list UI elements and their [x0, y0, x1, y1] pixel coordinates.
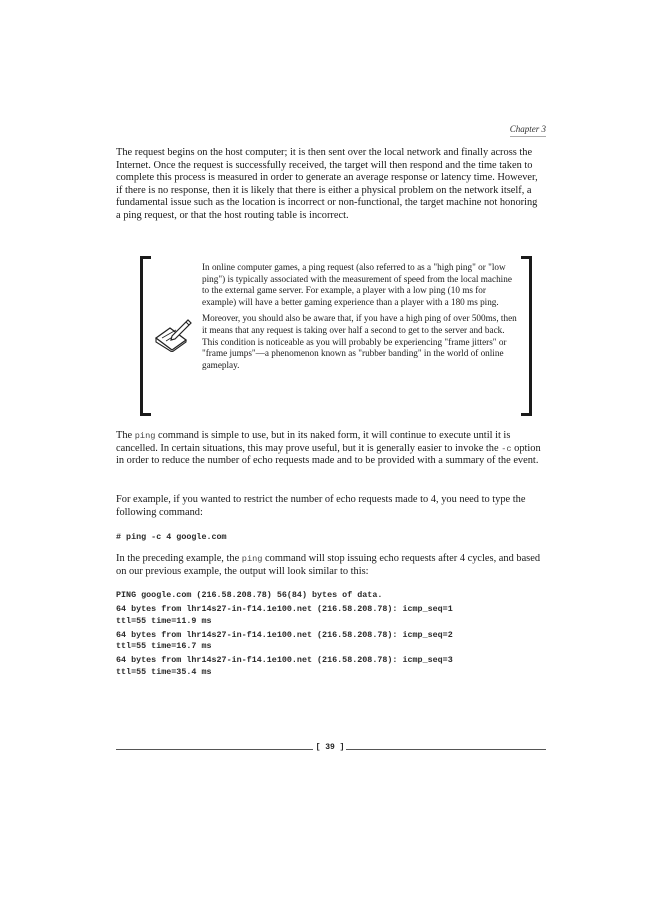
- output-block: [116, 590, 453, 681]
- output-line: PING google.com (216.58.208.78) 56(84) bytes of data.: [116, 590, 383, 600]
- output-line: 64 bytes from lhr14s27-in-f14.1e100.net (216.58.208.78): icmp_seq=1: [116, 604, 453, 615]
- note-callout: [140, 256, 532, 416]
- output-line: ttl=55 time=11.9 ms: [116, 615, 212, 626]
- chapter-header: Chapter 3: [510, 124, 546, 137]
- text-segment: option in order to reduce the number of echo requests made and to be provided with a summary of the event.: [116, 442, 541, 466]
- output-line: 64 bytes from lhr14s27-in-f14.1e100.net (216.58.208.78): icmp_seq=2: [116, 629, 453, 640]
- text-segment: command is simple to use, but in its naked form, it will continue to execute until it is cancelled. In certain situations, this may prove useful, but it is generally easier to invoke the: [116, 430, 511, 454]
- output-line: ttl=55 time=16.7 ms: [116, 641, 212, 652]
- inline-code-ping: ping: [241, 554, 263, 564]
- note-paragraph-2: Moreover, you should also be aware that, if you have a high ping of over 500ms, then it means that any request is taking over half a second to get to the server and back. This condition is noticeable as you will probably be experiencing "frame jitters" or "frame jumps"—a phenomenon known as "rubber banding" in the world of online gameplay.: [202, 313, 517, 370]
- page-footer: [116, 743, 546, 755]
- text-segment: command will stop issuing echo requests after 4 cycles, and based on our previous example, the output will look similar to this:: [116, 553, 541, 577]
- text-segment: In the preceding example, the: [116, 553, 242, 564]
- paragraph-ping-usage: [116, 430, 542, 468]
- left-bracket: [140, 256, 151, 416]
- text-segment: The: [116, 430, 135, 441]
- output-line: 64 bytes from lhr14s27-in-f14.1e100.net (216.58.208.78): icmp_seq=3: [116, 655, 453, 666]
- right-bracket: [521, 256, 532, 416]
- inline-code-ping: ping: [134, 431, 156, 441]
- footer-rule-left: [116, 749, 313, 750]
- command-block: [116, 532, 227, 543]
- inline-code-c-option: -c: [501, 443, 512, 454]
- command-line: # ping -c 4 google.com: [116, 532, 227, 542]
- page-number: [ 39 ]: [315, 743, 345, 752]
- note-paragraph-1: In online computer games, a ping request (also referred to as a "high ping" or "low ping") is typically associated with the measurement of speed from the local machine to the external game server. For example, a player with a low ping (10 ms for example) will have a better gaming experience than a player with a 180 ms ping.: [202, 262, 512, 307]
- note-pencil-icon: [152, 316, 192, 352]
- paragraph-output-intro: [116, 553, 542, 578]
- paragraph-example-intro: For example, if you wanted to restrict the number of echo requests made to 4, you need to type the following command:: [116, 494, 526, 518]
- output-line: ttl=55 time=35.4 ms: [116, 666, 212, 677]
- note-text: [202, 262, 518, 376]
- footer-rule-right: [346, 749, 546, 750]
- paragraph-request-flow: The request begins on the host computer; it is then sent over the local network and finally across the Internet. Once the request is successfully received, the target will then respond and the time taken to complete this process is measured in order to generate an average response or latency time. However, if there is no response, then it is likely that there is either a physical problem on the network itself, a fundamental issue such as the location is incorrect or non-functional, the target machine not honoring a ping request, or that the host routing table is incorrect.: [116, 147, 538, 221]
